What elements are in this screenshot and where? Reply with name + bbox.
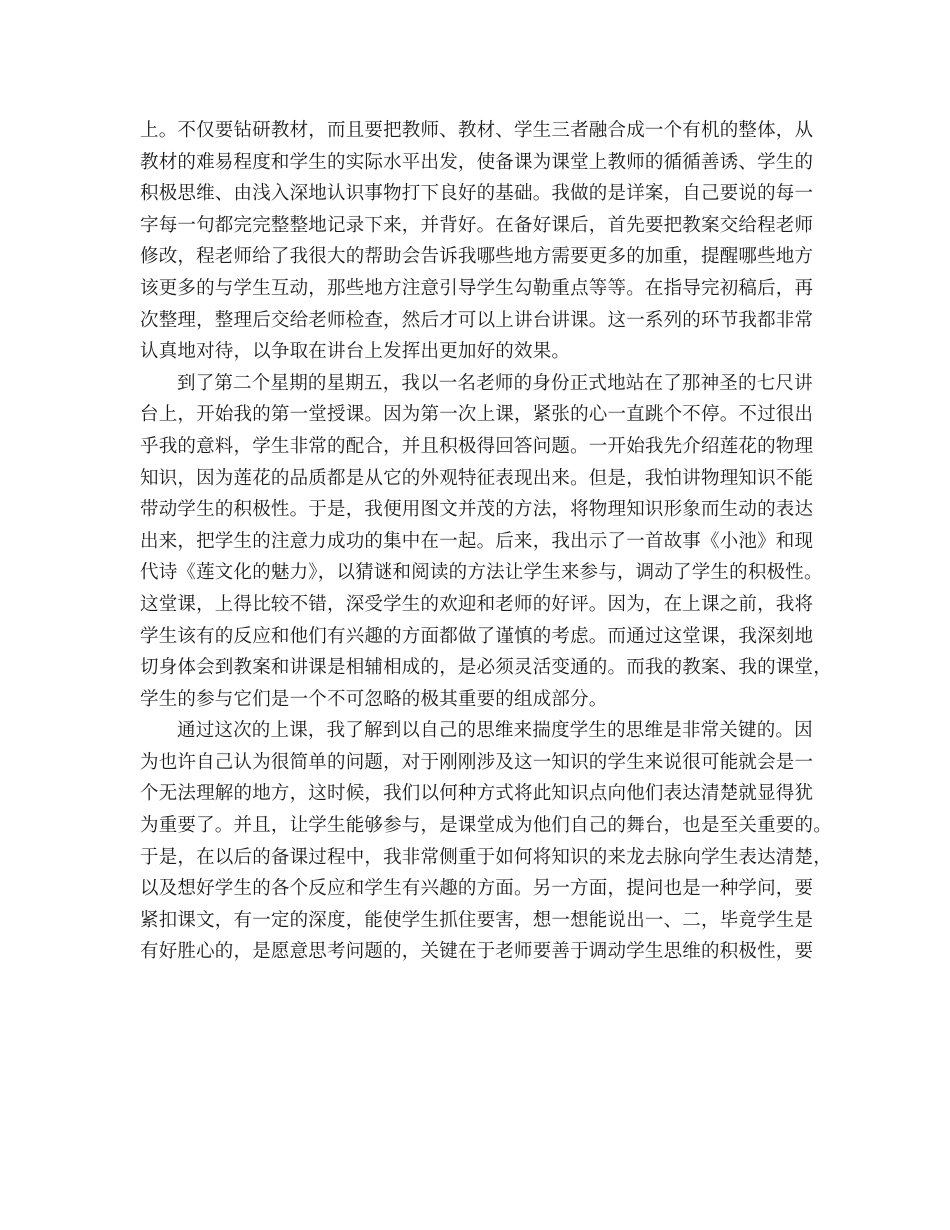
text-line: 代诗《莲文化的魅力》，以猜谜和阅读的方法让学生来参与，调动了学生的积极性。 <box>140 562 823 584</box>
text-line: 字每一句都完完整整地记录下来，并背好。在备好课后，首先要把教案交给程老师 <box>140 214 814 236</box>
text-line: 教材的难易程度和学生的实际水平出发，使备课为课堂上教师的循循善诱、学生的 <box>140 151 814 173</box>
text-line: 为重要了。并且，让学生能够参与，是课堂成为他们自己的舞台，也是至关重要的。 <box>140 815 832 837</box>
document-body <box>140 115 832 968</box>
text-line: 为也许自己认为很简单的问题，对于刚刚涉及这一知识的学生来说很可能就会是一 <box>140 751 814 773</box>
text-line: 上。不仅要钻研教材，而且要把教师、教材、学生三者融合成一个有机的整体，从 <box>140 120 814 141</box>
text-line: 紧扣课文，有一定的深度，能使学生抓住要害，想一想能说出一、二，毕竟学生是 <box>140 909 814 931</box>
text-line: 学生该有的反应和他们有兴趣的方面都做了谨慎的考虑。而通过这堂课，我深刻地 <box>140 625 814 647</box>
text-line: 台上，开始我的第一堂授课。因为第一次上课，紧张的心一直跳个不停。不过很出 <box>140 404 814 426</box>
text-line: 乎我的意料，学生非常的配合，并且积极得回答问题。一开始我先介绍莲花的物理 <box>140 435 814 457</box>
text-line: 认真地对待，以争取在讲台上发挥出更加好的效果。 <box>140 341 571 363</box>
paragraph-first-line: 通过这次的上课，我了解到以自己的思维来揣度学生的思维是非常关键的。因 <box>177 720 813 742</box>
text-line: 有好胜心的，是愿意思考问题的，关键在于老师要善于调动学生思维的积极性，要 <box>140 941 814 963</box>
text-line: 带动学生的积极性。于是，我便用图文并茂的方法，将物理知识形象而生动的表达 <box>140 499 814 521</box>
paragraph-first-line: 到了第二个星期的星期五，我以一名老师的身份正式地站在了那神圣的七尺讲 <box>177 372 813 394</box>
text-line: 知识，因为莲花的品质都是从它的外观特征表现出来。但是，我怕讲物理知识不能 <box>140 467 814 489</box>
text-line: 积极思维、由浅入深地认识事物打下良好的基础。我做的是详案，自己要说的每一 <box>140 183 814 205</box>
text-line: 出来，把学生的注意力成功的集中在一起。后来，我出示了一首故事《小池》和现 <box>140 530 814 552</box>
text-line: 次整理，整理后交给老师检查，然后才可以上讲台讲课。这一系列的环节我都非常 <box>140 309 814 331</box>
text-line: 切身体会到教案和讲课是相辅相成的，是必须灵活变通的。而我的教案、我的课堂， <box>140 657 832 679</box>
text-line: 修改，程老师给了我很大的帮助会告诉我哪些地方需要更多的加重，提醒哪些地方 <box>140 246 814 268</box>
text-line: 个无法理解的地方，这时候，我们以何种方式将此知识点向他们表达清楚就显得犹 <box>140 783 814 805</box>
text-line: 于是，在以后的备课过程中，我非常侧重于如何将知识的来龙去脉向学生表达清楚， <box>140 846 832 868</box>
text-line: 这堂课，上得比较不错，深受学生的欢迎和老师的好评。因为，在上课之前，我将 <box>140 593 814 615</box>
text-line: 以及想好学生的各个反应和学生有兴趣的方面。另一方面，提问也是一种学问，要 <box>140 878 814 900</box>
text-line: 学生的参与它们是一个不可忽略的极其重要的组成部分。 <box>140 688 608 710</box>
text-line: 该更多的与学生互动，那些地方注意引导学生勾勒重点等等。在指导完初稿后，再 <box>140 277 814 299</box>
